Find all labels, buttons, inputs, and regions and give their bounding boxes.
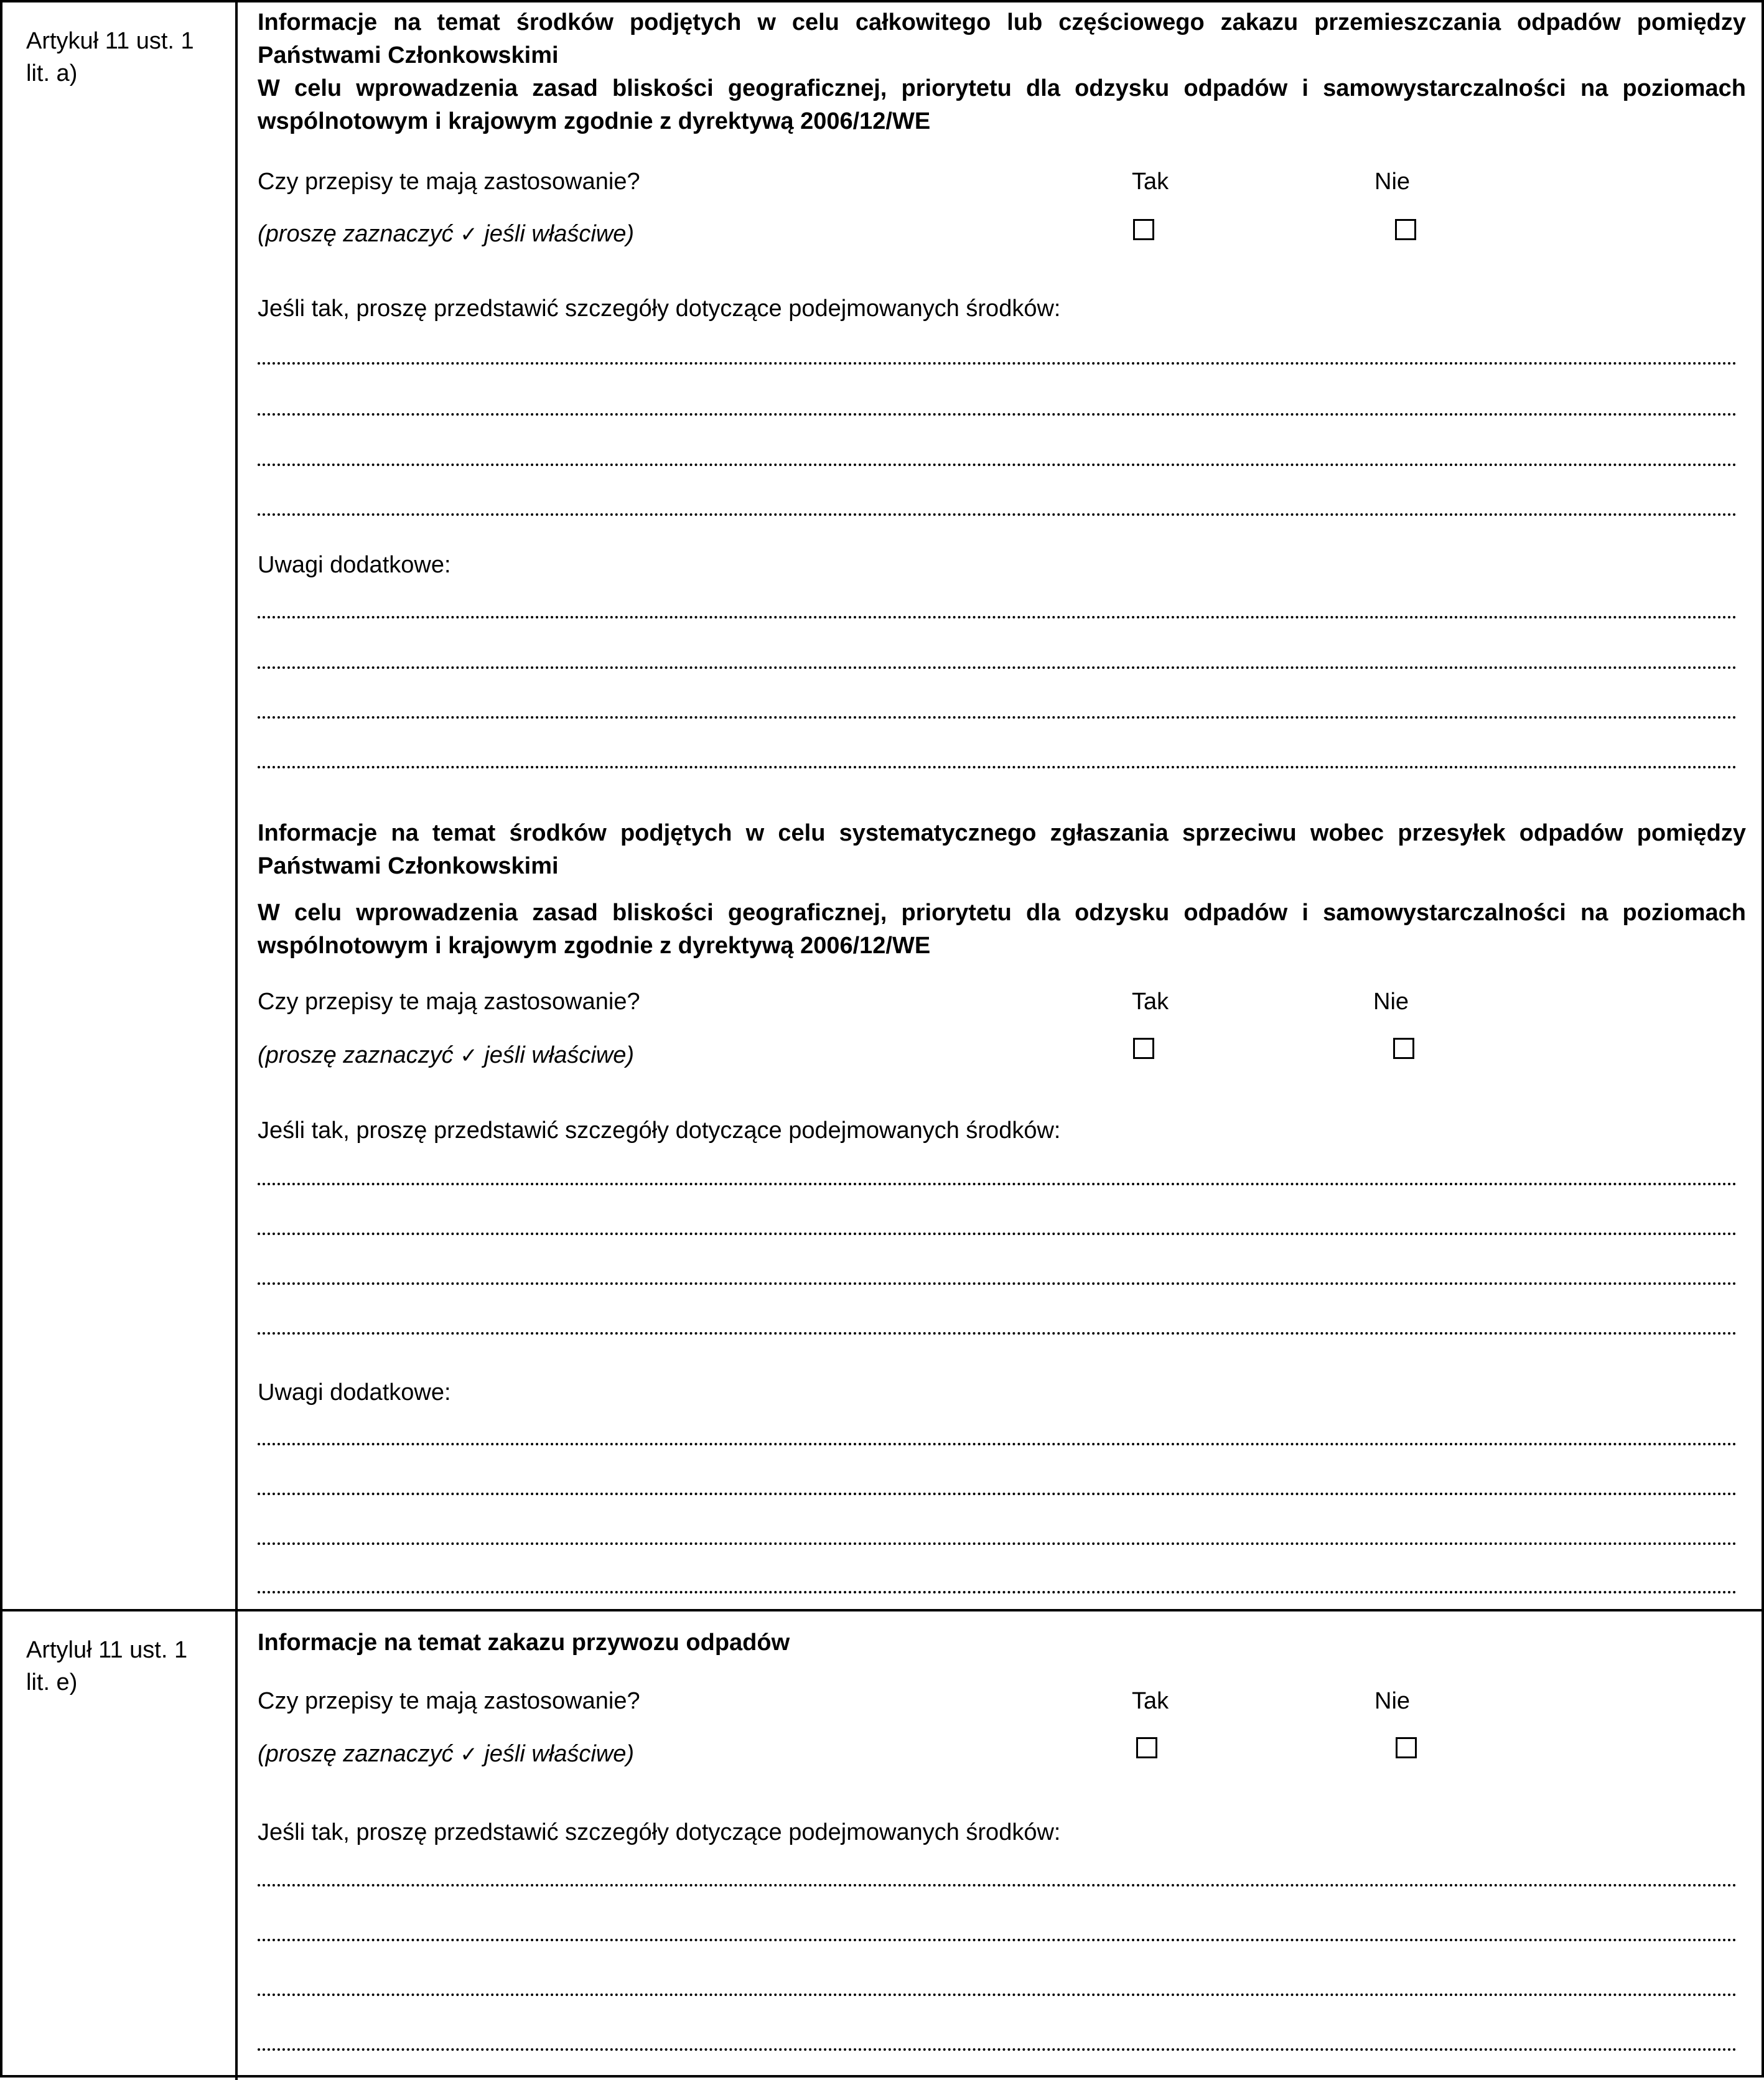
- article-reference: Artykuł 11 ust. 1 lit. a): [26, 28, 194, 86]
- instruction-text: (proszę zaznaczyć: [258, 1042, 454, 1068]
- section-heading: Informacje na temat środków podjętych w celu całkowitego lub częściowego zakazu przemieszczania odpadów pomiędzy Państwami Członkowskimi: [258, 9, 1746, 68]
- details-line[interactable]: [258, 513, 1737, 516]
- applicability-question: Czy przepisy te mają zastosowanie?: [258, 169, 640, 195]
- details-line[interactable]: [258, 1282, 1737, 1285]
- details-line[interactable]: [258, 464, 1737, 466]
- remarks-line[interactable]: [258, 1591, 1737, 1593]
- details-line[interactable]: [258, 1233, 1737, 1235]
- details-line[interactable]: [258, 1939, 1737, 1941]
- section-heading: Informacje na temat zakazu przywozu odpadów: [258, 1630, 790, 1656]
- remarks-line[interactable]: [258, 766, 1737, 768]
- details-line[interactable]: [258, 1884, 1737, 1886]
- no-checkbox[interactable]: [1396, 1737, 1417, 1758]
- yes-label: Tak: [1132, 169, 1169, 195]
- checkmark-icon: ✓: [460, 1043, 478, 1068]
- no-checkbox[interactable]: [1395, 219, 1416, 240]
- check-instruction: [258, 1740, 634, 1768]
- column-divider: [235, 2, 238, 2080]
- check-instruction: [258, 1042, 634, 1070]
- details-line[interactable]: [258, 1994, 1737, 1996]
- yes-label: Tak: [1132, 989, 1169, 1015]
- no-label: Nie: [1373, 989, 1409, 1015]
- instruction-text: jeśli właściwe): [484, 221, 635, 247]
- remarks-line[interactable]: [258, 1542, 1737, 1545]
- details-prompt: Jeśli tak, proszę przedstawić szczegóły dotyczące podejmowanych środków:: [258, 1819, 1061, 1845]
- details-line[interactable]: [258, 362, 1737, 365]
- remarks-line[interactable]: [258, 666, 1737, 669]
- remarks-line[interactable]: [258, 716, 1737, 719]
- remarks-label: Uwagi dodatkowe:: [258, 552, 451, 578]
- no-label: Nie: [1374, 169, 1411, 195]
- details-line[interactable]: [258, 2048, 1737, 2051]
- article-reference: Artyluł 11 ust. 1 lit. e): [26, 1637, 188, 1695]
- details-line[interactable]: [258, 413, 1737, 416]
- check-instruction: [258, 220, 634, 248]
- row-divider: [2, 1609, 1764, 1611]
- section-subheading: W celu wprowadzenia zasad bliskości geograficznej, priorytetu dla odzysku odpadów i samowystarczalności na poziomach wspólnotowym i krajowym zgodnie z dyrektywą 2006/12/WE: [258, 75, 1746, 134]
- details-prompt: Jeśli tak, proszę przedstawić szczegóły dotyczące podejmowanych środków:: [258, 1117, 1061, 1144]
- section-subheading: W celu wprowadzenia zasad bliskości geograficznej, priorytetu dla odzysku odpadów i samowystarczalności na poziomach wspólnotowym i krajowym zgodnie z dyrektywą 2006/12/WE: [258, 900, 1746, 959]
- instruction-text: jeśli właściwe): [484, 1741, 635, 1767]
- remarks-line[interactable]: [258, 1493, 1737, 1495]
- yes-checkbox[interactable]: [1133, 219, 1154, 240]
- checkmark-icon: ✓: [460, 1742, 478, 1767]
- no-label: Nie: [1374, 1688, 1411, 1714]
- remarks-line[interactable]: [258, 1443, 1737, 1445]
- applicability-question: Czy przepisy te mają zastosowanie?: [258, 989, 640, 1015]
- details-prompt: Jeśli tak, proszę przedstawić szczegóły dotyczące podejmowanych środków:: [258, 296, 1061, 322]
- checkmark-icon: ✓: [460, 222, 478, 247]
- instruction-text: (proszę zaznaczyć: [258, 221, 454, 247]
- remarks-label: Uwagi dodatkowe:: [258, 1379, 451, 1406]
- section-heading: Informacje na temat środków podjętych w celu systematycznego zgłaszania sprzeciwu wobec przesyłek odpadów pomiędzy Państwami Członkowskimi: [258, 820, 1746, 879]
- applicability-question: Czy przepisy te mają zastosowanie?: [258, 1688, 640, 1714]
- details-line[interactable]: [258, 1332, 1737, 1335]
- details-line[interactable]: [258, 1183, 1737, 1185]
- yes-label: Tak: [1132, 1688, 1169, 1714]
- instruction-text: jeśli właściwe): [484, 1042, 635, 1068]
- instruction-text: (proszę zaznaczyć: [258, 1741, 454, 1767]
- yes-checkbox[interactable]: [1133, 1038, 1154, 1059]
- yes-checkbox[interactable]: [1136, 1737, 1157, 1758]
- no-checkbox[interactable]: [1393, 1038, 1414, 1059]
- remarks-line[interactable]: [258, 616, 1737, 618]
